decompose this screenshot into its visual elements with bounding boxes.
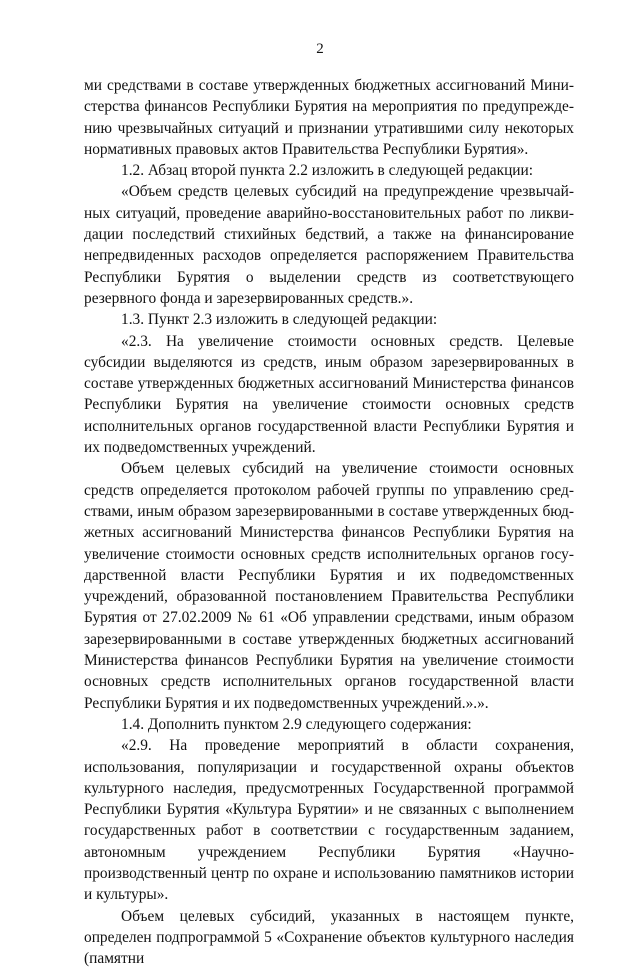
page-number: 2 <box>316 41 324 57</box>
paragraph-item-2-9-quote: «2.9. На проведение мероприятий в области сохранения, использования, популяризации и государственной охраны объектов культурного наследия, предусмотренных Государственной программой Республики Бурятия «Культура Бурятии» и не связанных с выполнением государственных работ в соответствии с государственным заданием, автономным учреждением Республики Бурятия «Научно-производственный центр по охране и использованию памятников истории и культуры». <box>84 737 574 904</box>
paragraph-subsidy-volume-2-9: Объем целевых субсидий, указанных в настоящем пункте, определен подпрограммой 5 «Сохранение объектов культурного наследия (памятни <box>84 907 574 968</box>
paragraph-item-2-3-quote: «2.3. На увеличение стоимости основных средств. Целевые субсидии выделяются из средств, иным образом зарезервированных в составе утвержденных бюджетных ассигнований Министерства финансов Республики Бурятия на увеличение стоимости основных средств исполнительных органов государственной власти Республики Бурятия и их подведомственных учреждений. <box>84 332 574 457</box>
document-body <box>84 75 574 969</box>
paragraph-item-1-3-heading: 1.3. Пункт 2.3 изложить в следующей редакции: <box>121 311 438 329</box>
paragraph-item-1-4-heading: 1.4. Дополнить пунктом 2.9 следующего содержания: <box>121 715 472 733</box>
paragraph-subsidy-volume: Объем целевых субсидий на увеличение стоимости основных средств определяется протоколом рабочей группы по управлению средствами, иным образом зарезервированными в составе утвержденных бюджетных ассигнований Министерства финансов Республики Бурятия на увеличение стоимости основных средств исполнительных органов государственной власти Республики Бурятия и их подведомственных учреждений, образованной постановлением Правительства Республики Бурятия от 27.02.2009 № 61 «Об управлении средствами, иным образом зарезервированными в составе утвержденных бюджетных ассигнований Министерства финансов Республики Бурятия на увеличение стоимости основных средств исполнительных органов государственной власти Республики Бурятия и их подведомственных учреждений.».». <box>84 460 574 712</box>
paragraph-item-1-2-quote: «Объем средств целевых субсидий на предупреждение чрезвычайных ситуаций, проведение аварийно-восстановительных работ по ликвидации последствий стихийных бедствий, а также на финансирование непредвиденных расходов определяется распоряжением Правительства Республики Бурятия о выделении средств из соответствующего резервного фонда и зарезервированных средств.». <box>84 183 574 307</box>
paragraph-continuation: ми средствами в составе утвержденных бюджетных ассигнований Министерства финансов Республики Бурятия на мероприятия по предупреждению чрезвычайных ситуаций и признании утратившими силу некоторых нормативных правовых актов Правительства Республики Бурятия». <box>84 77 574 158</box>
paragraph-item-1-2-heading: 1.2. Абзац второй пункта 2.2 изложить в следующей редакции: <box>121 162 534 180</box>
